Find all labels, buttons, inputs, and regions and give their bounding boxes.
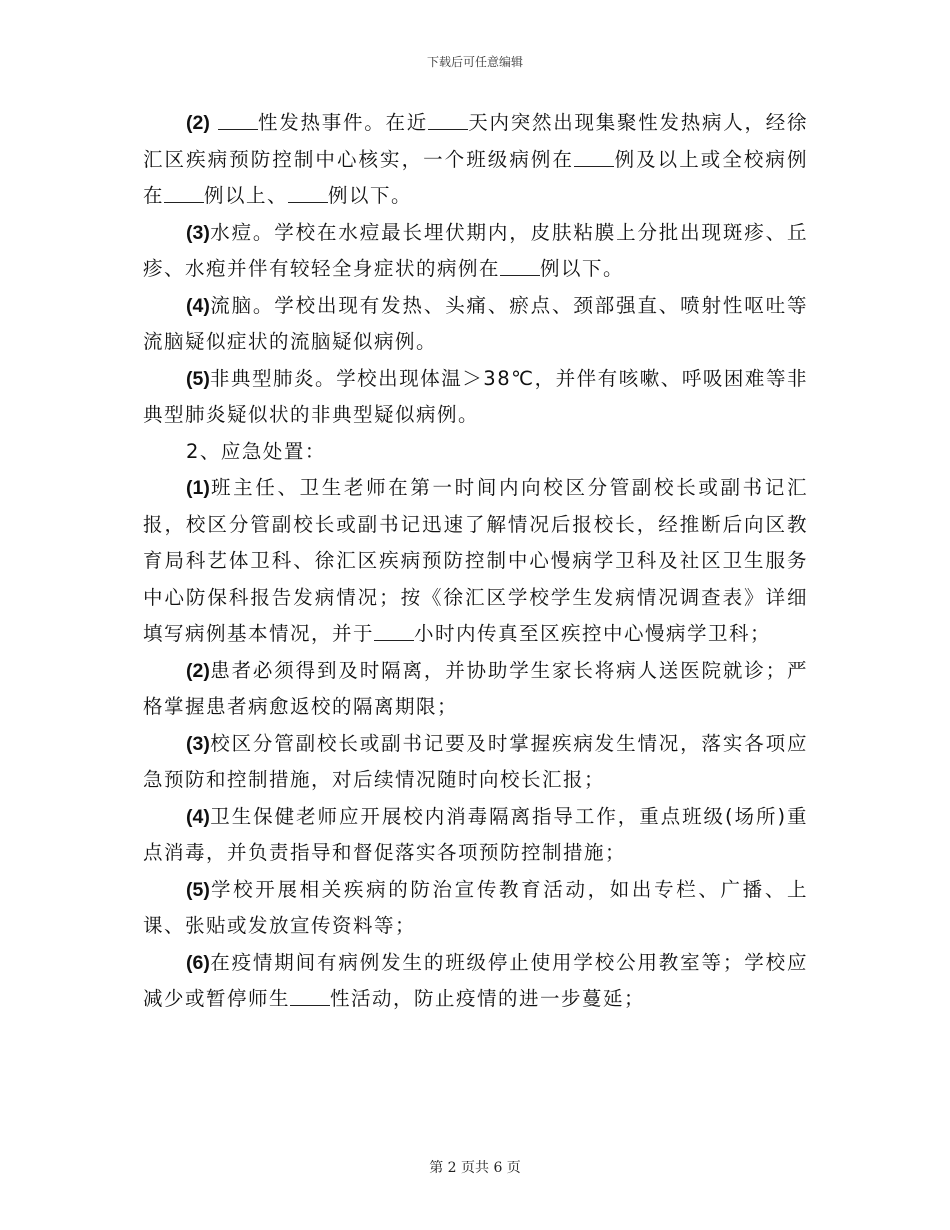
text-run: 例以下。 <box>540 257 625 280</box>
item-number: (2) <box>186 659 210 682</box>
text-run: 卫生保健老师应开展校内消毒隔离指导工作，重点班级(场所)重点消毒，并负责指导和督促落实各项预防控制措施； <box>143 804 808 864</box>
text-run: 流脑。学校出现有发热、头痛、瘀点、颈部强直、喷射性呕吐等流脑疑似症状的流脑疑似病例。 <box>143 293 808 353</box>
item-number: (4) <box>186 294 210 317</box>
paragraph-4 <box>143 361 808 434</box>
document-body <box>143 105 808 1018</box>
fill-in-blank <box>164 184 204 203</box>
text-run: 例以上、 <box>204 184 289 207</box>
fill-in-blank <box>500 257 540 276</box>
text-run: 例以下。 <box>328 184 413 207</box>
text-run: 校区分管副校长或副书记要及时掌握疾病发生情况，落实各项应急预防和控制措施，对后续情况随时向校长汇报； <box>143 731 808 791</box>
text-run: 非典型肺炎。学校出现体温＞38℃，并伴有咳嗽、呼吸困难等非典型肺炎疑似状的非典型疑似病例。 <box>143 366 808 426</box>
item-number: (5) <box>186 878 210 901</box>
item-number: (3) <box>186 732 210 755</box>
item-number: (4) <box>186 805 210 828</box>
paragraph-5 <box>143 434 808 471</box>
text-run: 例及以上或全校病例在 <box>143 147 808 207</box>
paragraph-6 <box>143 470 808 653</box>
paragraph-8 <box>143 726 808 799</box>
text-run: 班主任、卫生老师在第一时间内向校区分管副校长或副书记汇报，校区分管副校长或副书记迅速了解情况后报校长，经推断后向区教育局科艺体卫科、徐汇区疾病预防控制中心慢病学卫科及社区卫生服务中心防保科报告发病情况；按《徐汇区学校学生发病情况调查表》详细填写病例基本情况，并于 <box>143 476 808 645</box>
text-run: 天内突然出现集聚性发热病人，经徐汇区疾病预防控制中心核实，一个班级病例在 <box>143 111 808 171</box>
text-run: 学校开展相关疾病的防治宣传教育活动，如出专栏、广播、上课、张贴或发放宣传资料等； <box>143 877 808 937</box>
fill-in-blank <box>374 622 414 641</box>
item-number: (5) <box>186 367 210 390</box>
paragraph-7 <box>143 653 808 726</box>
text-run: 性发热事件。在近 <box>257 111 429 134</box>
item-number: (6) <box>186 951 210 974</box>
fill-in-blank <box>428 111 468 130</box>
fill-in-blank <box>574 148 614 167</box>
text-run: 小时内传真至区疾控中心慢病学卫科； <box>414 622 772 645</box>
text-run: 患者必须得到及时隔离，并协助学生家长将病人送医院就诊；严格掌握患者病愈返校的隔离期限； <box>143 658 808 718</box>
paragraph-1 <box>143 105 808 215</box>
item-number: (2) <box>186 112 210 134</box>
text-run: 2、应急处置： <box>186 439 326 463</box>
fill-in-blank <box>218 111 258 130</box>
paragraph-9 <box>143 799 808 872</box>
fill-in-blank <box>290 987 330 1006</box>
text-run: 性活动，防止疫情的进一步蔓延； <box>330 987 646 1010</box>
paragraph-2 <box>143 215 808 288</box>
page-header: 下载后可任意编辑 <box>426 55 523 69</box>
paragraph-11 <box>143 945 808 1018</box>
paragraph-10 <box>143 872 808 945</box>
item-number: (3) <box>186 221 210 244</box>
page-footer: 第 2 页共 6 页 <box>429 1160 521 1176</box>
fill-in-blank <box>288 184 328 203</box>
text-run: 水痘。学校在水痘最长埋伏期内，皮肤粘膜上分批出现斑疹、丘疹、水疱并伴有较轻全身症状的病例在 <box>143 220 808 280</box>
paragraph-3 <box>143 288 808 361</box>
text-run: 在疫情期间有病例发生的班级停止使用学校公用教室等；学校应减少或暂停师生 <box>143 950 808 1010</box>
text-run <box>210 111 218 134</box>
item-number: (1) <box>186 477 210 499</box>
